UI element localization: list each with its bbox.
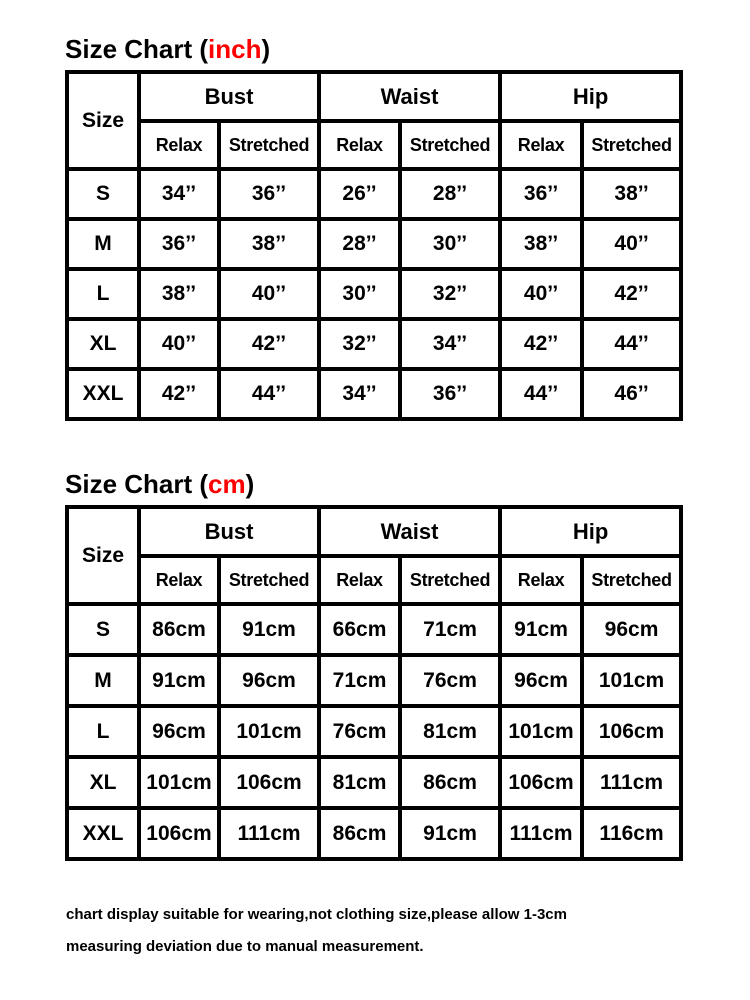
header-cell-bust-relax: Relax (139, 556, 219, 604)
data-cell: 32’’ (400, 269, 500, 319)
header-group-row (67, 507, 681, 556)
data-cell: 96cm (219, 655, 319, 706)
data-cell: 76cm (400, 655, 500, 706)
header-cell-waist: Waist (319, 507, 500, 556)
table-row-s (67, 604, 681, 655)
table-row-xl (67, 757, 681, 808)
table-row-s (67, 169, 681, 219)
size-chart-cm-table (65, 505, 683, 861)
data-cell: 42’’ (139, 369, 219, 419)
data-cell: 26’’ (319, 169, 400, 219)
header-cell-waist-relax: Relax (319, 556, 400, 604)
data-cell: 28’’ (319, 219, 400, 269)
size-cell: XXL (67, 808, 139, 859)
size-cell: XL (67, 319, 139, 369)
data-cell: 106cm (582, 706, 681, 757)
header-cell-hip: Hip (500, 507, 681, 556)
header-cell-hip-stretched: Stretched (582, 556, 681, 604)
data-cell: 38’’ (139, 269, 219, 319)
header-cell-waist-stretched: Stretched (400, 121, 500, 169)
header-cell-waist-relax: Relax (319, 121, 400, 169)
size-cell: XXL (67, 369, 139, 419)
measurement-note (66, 899, 696, 963)
data-cell: 38’’ (582, 169, 681, 219)
data-cell: 36’’ (400, 369, 500, 419)
table-row-xl (67, 319, 681, 369)
header-cell-bust-stretched: Stretched (219, 121, 319, 169)
data-cell: 111cm (582, 757, 681, 808)
title-prefix: Size Chart ( (65, 469, 209, 499)
data-cell: 32’’ (319, 319, 400, 369)
size-cell: M (67, 219, 139, 269)
header-cell-waist: Waist (319, 72, 500, 121)
data-cell: 46’’ (582, 369, 681, 419)
data-cell: 91cm (400, 808, 500, 859)
data-cell: 34’’ (400, 319, 500, 369)
size-cell: M (67, 655, 139, 706)
data-cell: 34’’ (319, 369, 400, 419)
size-cell: XL (67, 757, 139, 808)
data-cell: 40’’ (139, 319, 219, 369)
data-cell: 40’’ (582, 219, 681, 269)
data-cell: 44’’ (219, 369, 319, 419)
data-cell: 96cm (139, 706, 219, 757)
table-row-xxl (67, 808, 681, 859)
note-line-1: chart display suitable for wearing,not clothing size,please allow 1-3cm (66, 906, 567, 923)
data-cell: 101cm (139, 757, 219, 808)
data-cell: 71cm (319, 655, 400, 706)
data-cell: 101cm (500, 706, 582, 757)
data-cell: 86cm (139, 604, 219, 655)
data-cell: 106cm (219, 757, 319, 808)
data-cell: 91cm (219, 604, 319, 655)
data-cell: 42’’ (582, 269, 681, 319)
data-cell: 111cm (500, 808, 582, 859)
data-cell: 86cm (319, 808, 400, 859)
data-cell: 96cm (500, 655, 582, 706)
data-cell: 91cm (500, 604, 582, 655)
data-cell: 30’’ (400, 219, 500, 269)
data-cell: 91cm (139, 655, 219, 706)
data-cell: 42’’ (219, 319, 319, 369)
data-cell: 30’’ (319, 269, 400, 319)
table-row-m (67, 219, 681, 269)
data-cell: 96cm (582, 604, 681, 655)
data-cell: 38’’ (219, 219, 319, 269)
title-suffix: ) (245, 469, 255, 499)
data-cell: 44’’ (582, 319, 681, 369)
header-cell-bust: Bust (139, 72, 319, 121)
title-unit-inch: inch (208, 34, 262, 64)
data-cell: 36’’ (139, 219, 219, 269)
data-cell: 40’’ (500, 269, 582, 319)
data-cell: 40’’ (219, 269, 319, 319)
table-row-l (67, 269, 681, 319)
table-row-xxl (67, 369, 681, 419)
data-cell: 116cm (582, 808, 681, 859)
header-sub-row (67, 556, 681, 604)
data-cell: 76cm (319, 706, 400, 757)
data-cell: 81cm (400, 706, 500, 757)
data-cell: 42’’ (500, 319, 582, 369)
data-cell: 44’’ (500, 369, 582, 419)
title-prefix: Size Chart ( (65, 34, 209, 64)
data-cell: 28’’ (400, 169, 500, 219)
title-unit-cm: cm (208, 469, 246, 499)
table-row-l (67, 706, 681, 757)
header-group-row (67, 72, 681, 121)
header-cell-hip-relax: Relax (500, 121, 582, 169)
title-suffix: ) (261, 34, 271, 64)
header-cell-hip-relax: Relax (500, 556, 582, 604)
size-chart-cm-title (65, 469, 254, 500)
data-cell: 71cm (400, 604, 500, 655)
table-row-m (67, 655, 681, 706)
header-cell-waist-stretched: Stretched (400, 556, 500, 604)
size-chart-inch-title (65, 34, 270, 65)
data-cell: 81cm (319, 757, 400, 808)
header-sub-row (67, 121, 681, 169)
note-line-2: measuring deviation due to manual measurement. (66, 938, 424, 955)
size-cell: S (67, 169, 139, 219)
data-cell: 101cm (582, 655, 681, 706)
size-cell: S (67, 604, 139, 655)
data-cell: 38’’ (500, 219, 582, 269)
header-cell-size: Size (67, 507, 139, 604)
data-cell: 34’’ (139, 169, 219, 219)
data-cell: 36’’ (500, 169, 582, 219)
header-cell-bust: Bust (139, 507, 319, 556)
header-cell-size: Size (67, 72, 139, 169)
data-cell: 86cm (400, 757, 500, 808)
data-cell: 66cm (319, 604, 400, 655)
size-cell: L (67, 269, 139, 319)
size-cell: L (67, 706, 139, 757)
data-cell: 36’’ (219, 169, 319, 219)
data-cell: 111cm (219, 808, 319, 859)
data-cell: 106cm (500, 757, 582, 808)
data-cell: 101cm (219, 706, 319, 757)
header-cell-bust-stretched: Stretched (219, 556, 319, 604)
data-cell: 106cm (139, 808, 219, 859)
header-cell-hip: Hip (500, 72, 681, 121)
header-cell-hip-stretched: Stretched (582, 121, 681, 169)
header-cell-bust-relax: Relax (139, 121, 219, 169)
size-chart-inch-table (65, 70, 683, 421)
